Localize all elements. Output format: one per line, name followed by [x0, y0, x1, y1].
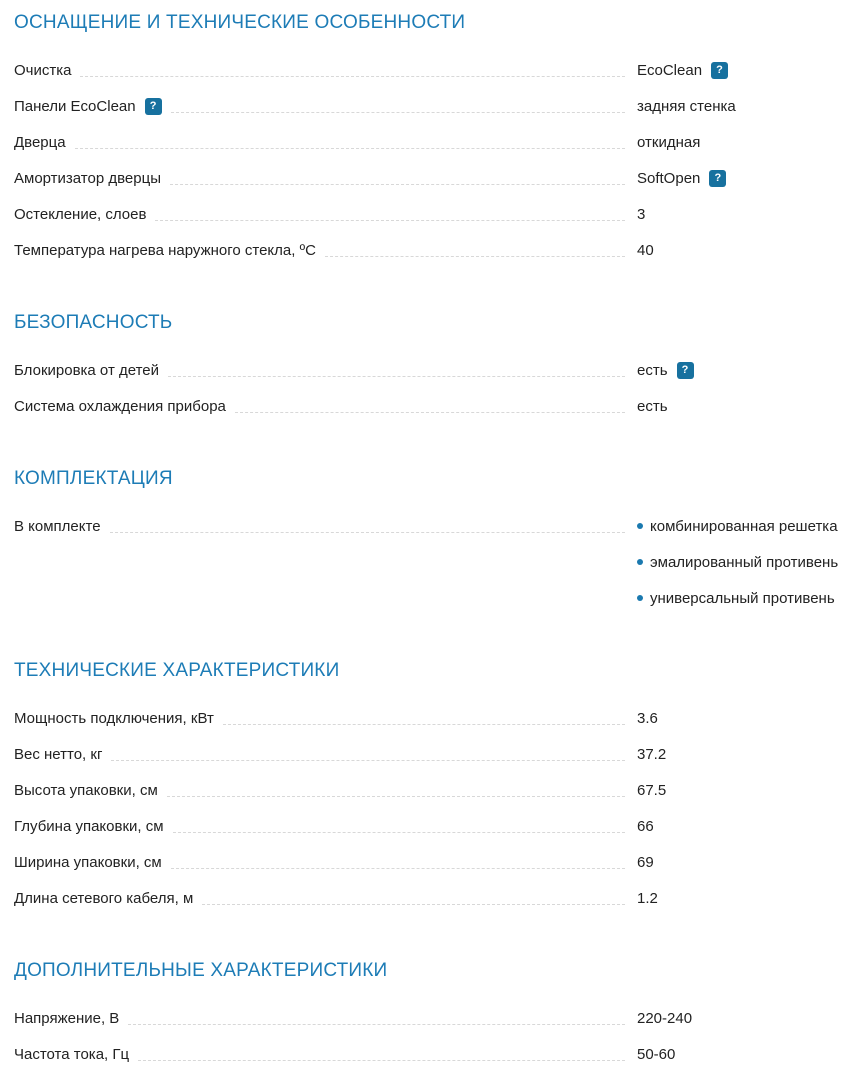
spec-label: Высота упаковки, см	[14, 781, 158, 799]
spec-value: откидная	[637, 133, 701, 151]
help-icon[interactable]: ?	[709, 170, 726, 187]
bullet-icon	[637, 559, 643, 565]
spec-row-included-items	[14, 508, 854, 616]
section-technical	[14, 658, 854, 916]
spec-value: 69	[637, 853, 654, 871]
dotted-leader	[167, 783, 625, 797]
help-icon[interactable]: ?	[677, 362, 694, 379]
spec-label: Панели EcoClean	[14, 97, 136, 115]
spec-label: Амортизатор дверцы	[14, 169, 161, 187]
spec-label: Вес нетто, кг	[14, 745, 103, 763]
section-included	[14, 466, 854, 616]
spec-label: В комплекте	[14, 517, 101, 535]
list-item	[637, 580, 854, 616]
spec-value: 37.2	[637, 745, 667, 763]
spec-label: Ширина упаковки, см	[14, 853, 162, 871]
dotted-leader	[110, 508, 625, 533]
spec-row-cable-length	[14, 880, 854, 916]
spec-row-child-lock	[14, 352, 854, 388]
spec-rows	[14, 52, 854, 268]
spec-label: Блокировка от детей	[14, 361, 160, 379]
spec-label: Остекление, слоев	[14, 205, 147, 223]
spec-label: Мощность подключения, кВт	[14, 709, 214, 727]
spec-value: есть	[637, 361, 668, 379]
spec-row-door-damper	[14, 160, 854, 196]
section-title: ТЕХНИЧЕСКИЕ ХАРАКТЕРИСТИКИ	[14, 660, 340, 681]
spec-row-net-weight	[14, 736, 854, 772]
dotted-leader	[235, 399, 625, 413]
spec-rows	[14, 1000, 854, 1072]
dotted-leader	[202, 891, 625, 905]
dotted-leader	[128, 1011, 625, 1025]
spec-row-ecoclean-panels	[14, 88, 854, 124]
spec-rows	[14, 508, 854, 616]
dotted-leader	[155, 207, 625, 221]
section-safety	[14, 310, 854, 424]
bullet-icon	[637, 523, 643, 529]
spec-row-package-height	[14, 772, 854, 808]
spec-label: Очистка	[14, 61, 72, 79]
spec-value-list	[637, 508, 854, 616]
spec-row-cooling-system	[14, 388, 854, 424]
spec-row-package-width	[14, 844, 854, 880]
spec-row-power	[14, 700, 854, 736]
dotted-leader	[168, 363, 625, 377]
spec-value: 3	[637, 205, 646, 223]
section-title: ОСНАЩЕНИЕ И ТЕХНИЧЕСКИЕ ОСОБЕННОСТИ	[14, 12, 466, 33]
spec-value: 40	[637, 241, 654, 259]
spec-value: задняя стенка	[637, 97, 736, 115]
help-icon[interactable]: ?	[145, 98, 162, 115]
help-icon[interactable]: ?	[711, 62, 728, 79]
spec-row-frequency	[14, 1036, 854, 1072]
dotted-leader	[80, 63, 625, 77]
spec-rows	[14, 352, 854, 424]
list-item-label: комбинированная решетка	[650, 517, 838, 535]
dotted-leader	[223, 711, 625, 725]
list-item-label: универсальный противень	[650, 589, 835, 607]
spec-value: 220-240	[637, 1009, 693, 1027]
spec-label: Глубина упаковки, см	[14, 817, 164, 835]
section-title: БЕЗОПАСНОСТЬ	[14, 312, 173, 333]
bullet-icon	[637, 595, 643, 601]
dotted-leader	[75, 135, 625, 149]
spec-value: 1.2	[637, 889, 658, 907]
section-title: ДОПОЛНИТЕЛЬНЫЕ ХАРАКТЕРИСТИКИ	[14, 960, 388, 981]
spec-label: Система охлаждения прибора	[14, 397, 226, 415]
spec-row-outer-glass-temp	[14, 232, 854, 268]
spec-label: Температура нагрева наружного стекла, ºС	[14, 241, 316, 259]
spec-row-glazing	[14, 196, 854, 232]
spec-rows	[14, 700, 854, 916]
spec-value: SoftOpen	[637, 169, 701, 187]
list-item	[637, 508, 854, 544]
spec-label: Длина сетевого кабеля, м	[14, 889, 194, 907]
dotted-leader	[173, 819, 625, 833]
spec-row-door	[14, 124, 854, 160]
spec-label: Напряжение, В	[14, 1009, 120, 1027]
spec-value: 50-60	[637, 1045, 676, 1063]
list-item	[637, 544, 854, 580]
spec-row-cleaning	[14, 52, 854, 88]
spec-label: Дверца	[14, 133, 66, 151]
dotted-leader	[325, 243, 625, 257]
spec-row-package-depth	[14, 808, 854, 844]
spec-value: EcoClean	[637, 61, 703, 79]
dotted-leader	[171, 855, 625, 869]
spec-value: 67.5	[637, 781, 667, 799]
spec-row-voltage	[14, 1000, 854, 1036]
dotted-leader	[170, 171, 625, 185]
spec-label: Частота тока, Гц	[14, 1045, 130, 1063]
section-equipment-features	[14, 10, 854, 268]
section-title: КОМПЛЕКТАЦИЯ	[14, 468, 173, 489]
dotted-leader	[171, 99, 625, 113]
section-additional	[14, 958, 854, 1072]
spec-value: 3.6	[637, 709, 658, 727]
dotted-leader	[138, 1047, 625, 1061]
spec-value: 66	[637, 817, 654, 835]
spec-value: есть	[637, 397, 668, 415]
dotted-leader	[111, 747, 625, 761]
list-item-label: эмалированный противень	[650, 553, 839, 571]
